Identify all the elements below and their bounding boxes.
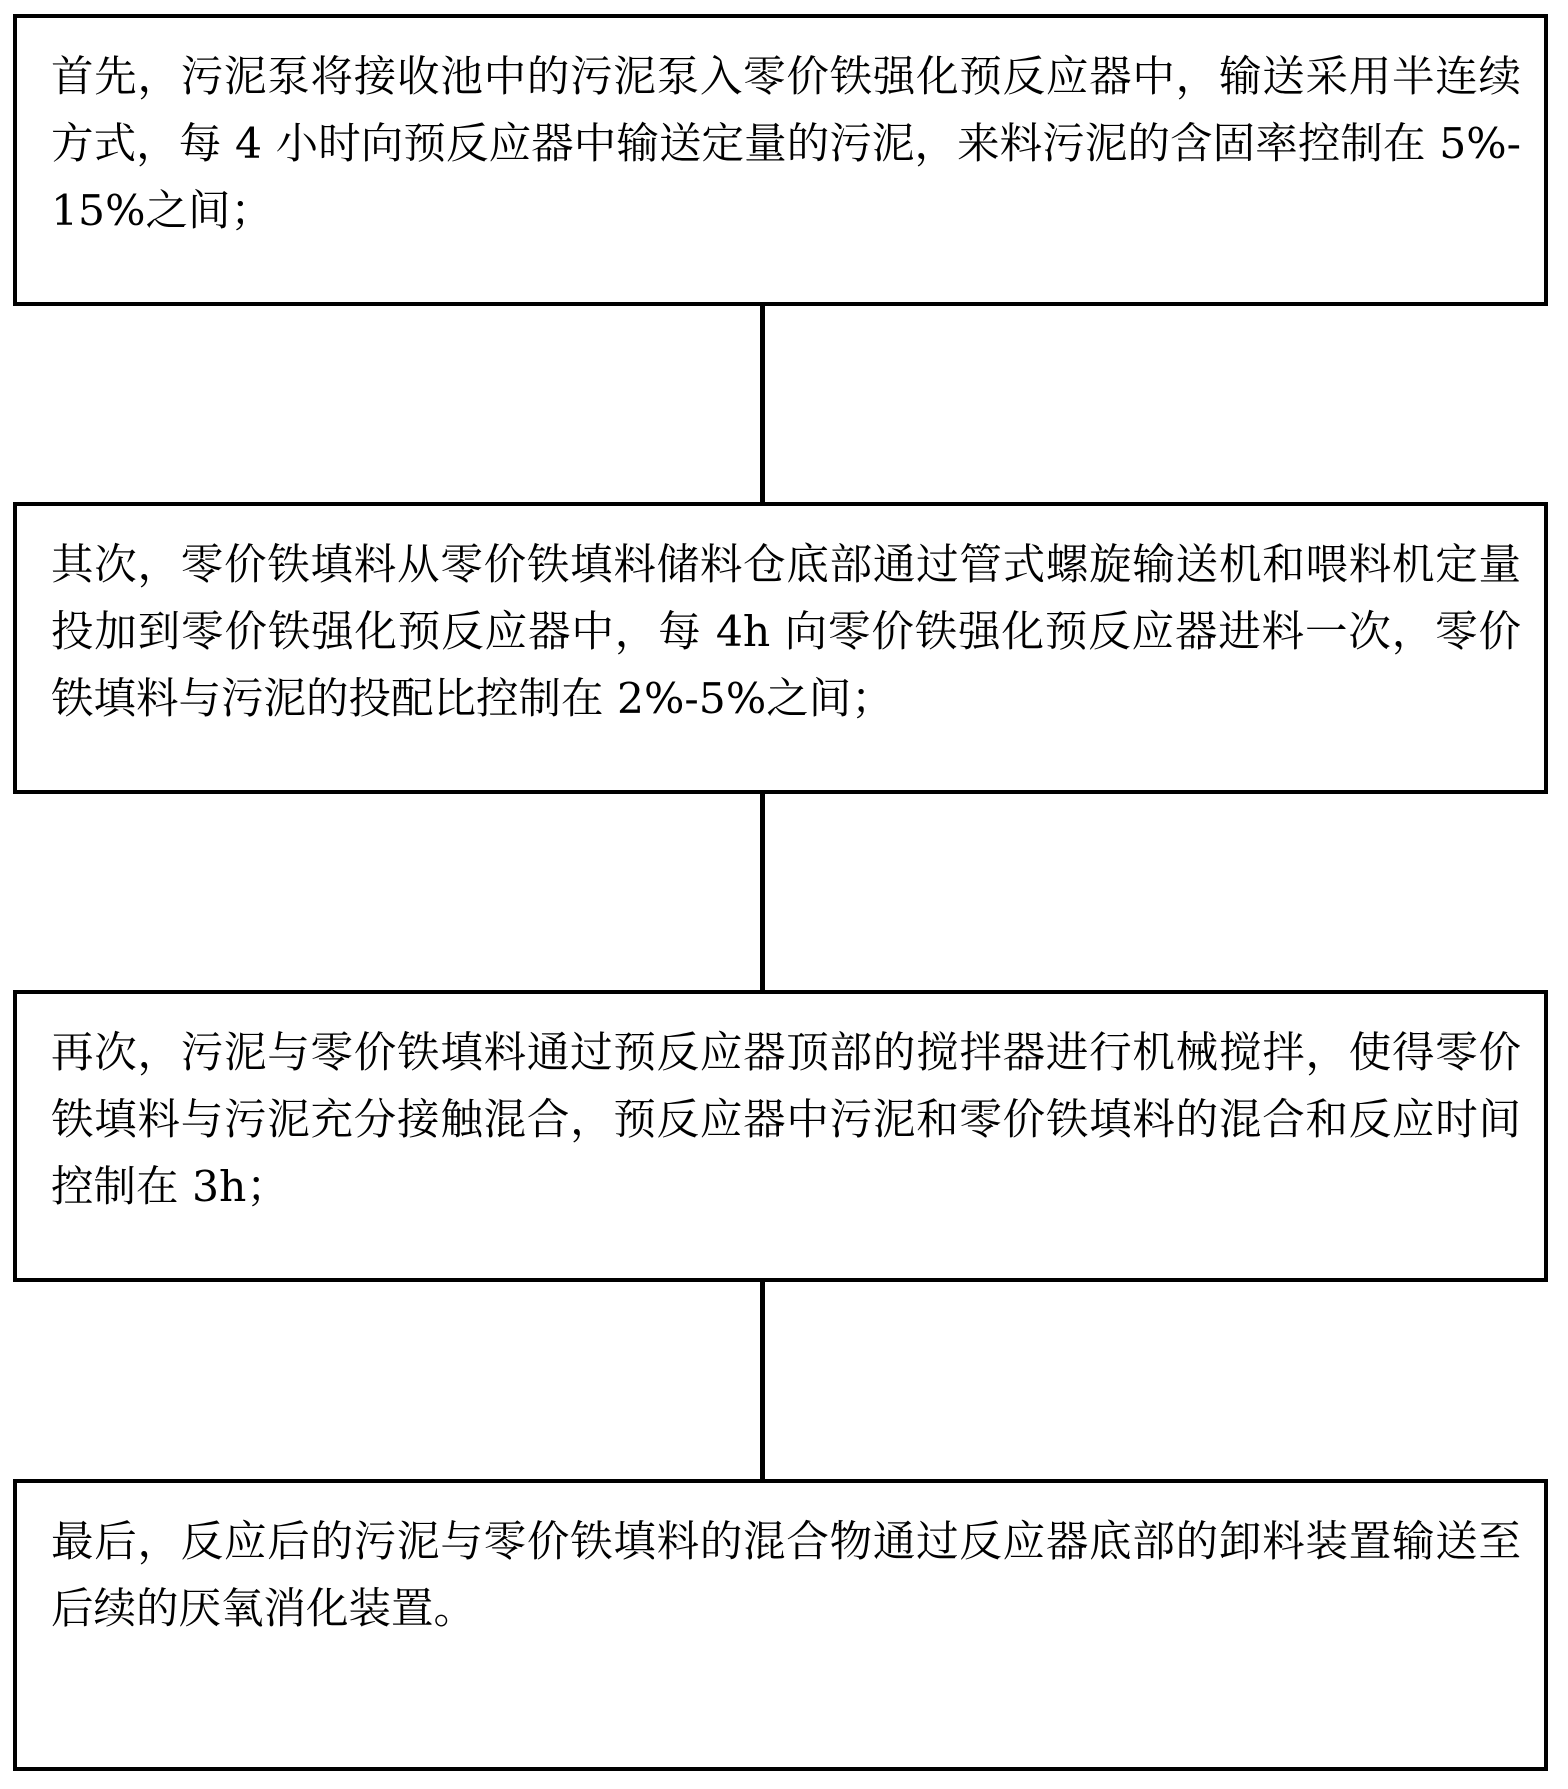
connector-line-3-4 <box>760 1282 765 1479</box>
step-box-third <box>13 990 1548 1282</box>
step-text-final: 最后，反应后的污泥与零价铁填料的混合物通过反应器底部的卸料装置输送至后续的厌氧消化装置。 <box>51 1518 1521 1634</box>
connector-line-2-3 <box>760 794 765 990</box>
step-text-first: 首先，污泥泵将接收池中的污泥泵入零价铁强化预反应器中，输送采用半连续方式，每 4 小时向预反应器中输送定量的污泥，来料污泥的含固率控制在 5%-15%之间； <box>51 53 1521 236</box>
step-box-first <box>13 14 1548 306</box>
step-text-second: 其次，零价铁填料从零价铁填料储料仓底部通过管式螺旋输送机和喂料机定量投加到零价铁强化预反应器中，每 4h 向零价铁强化预反应器进料一次，零价铁填料与污泥的投配比控制在 2%-5%之间； <box>51 541 1521 724</box>
step-box-final <box>13 1479 1548 1771</box>
step-text-third: 再次，污泥与零价铁填料通过预反应器顶部的搅拌器进行机械搅拌，使得零价铁填料与污泥充分接触混合，预反应器中污泥和零价铁填料的混合和反应时间控制在 3h； <box>51 1029 1521 1212</box>
step-box-second <box>13 502 1548 794</box>
connector-line-1-2 <box>760 306 765 502</box>
